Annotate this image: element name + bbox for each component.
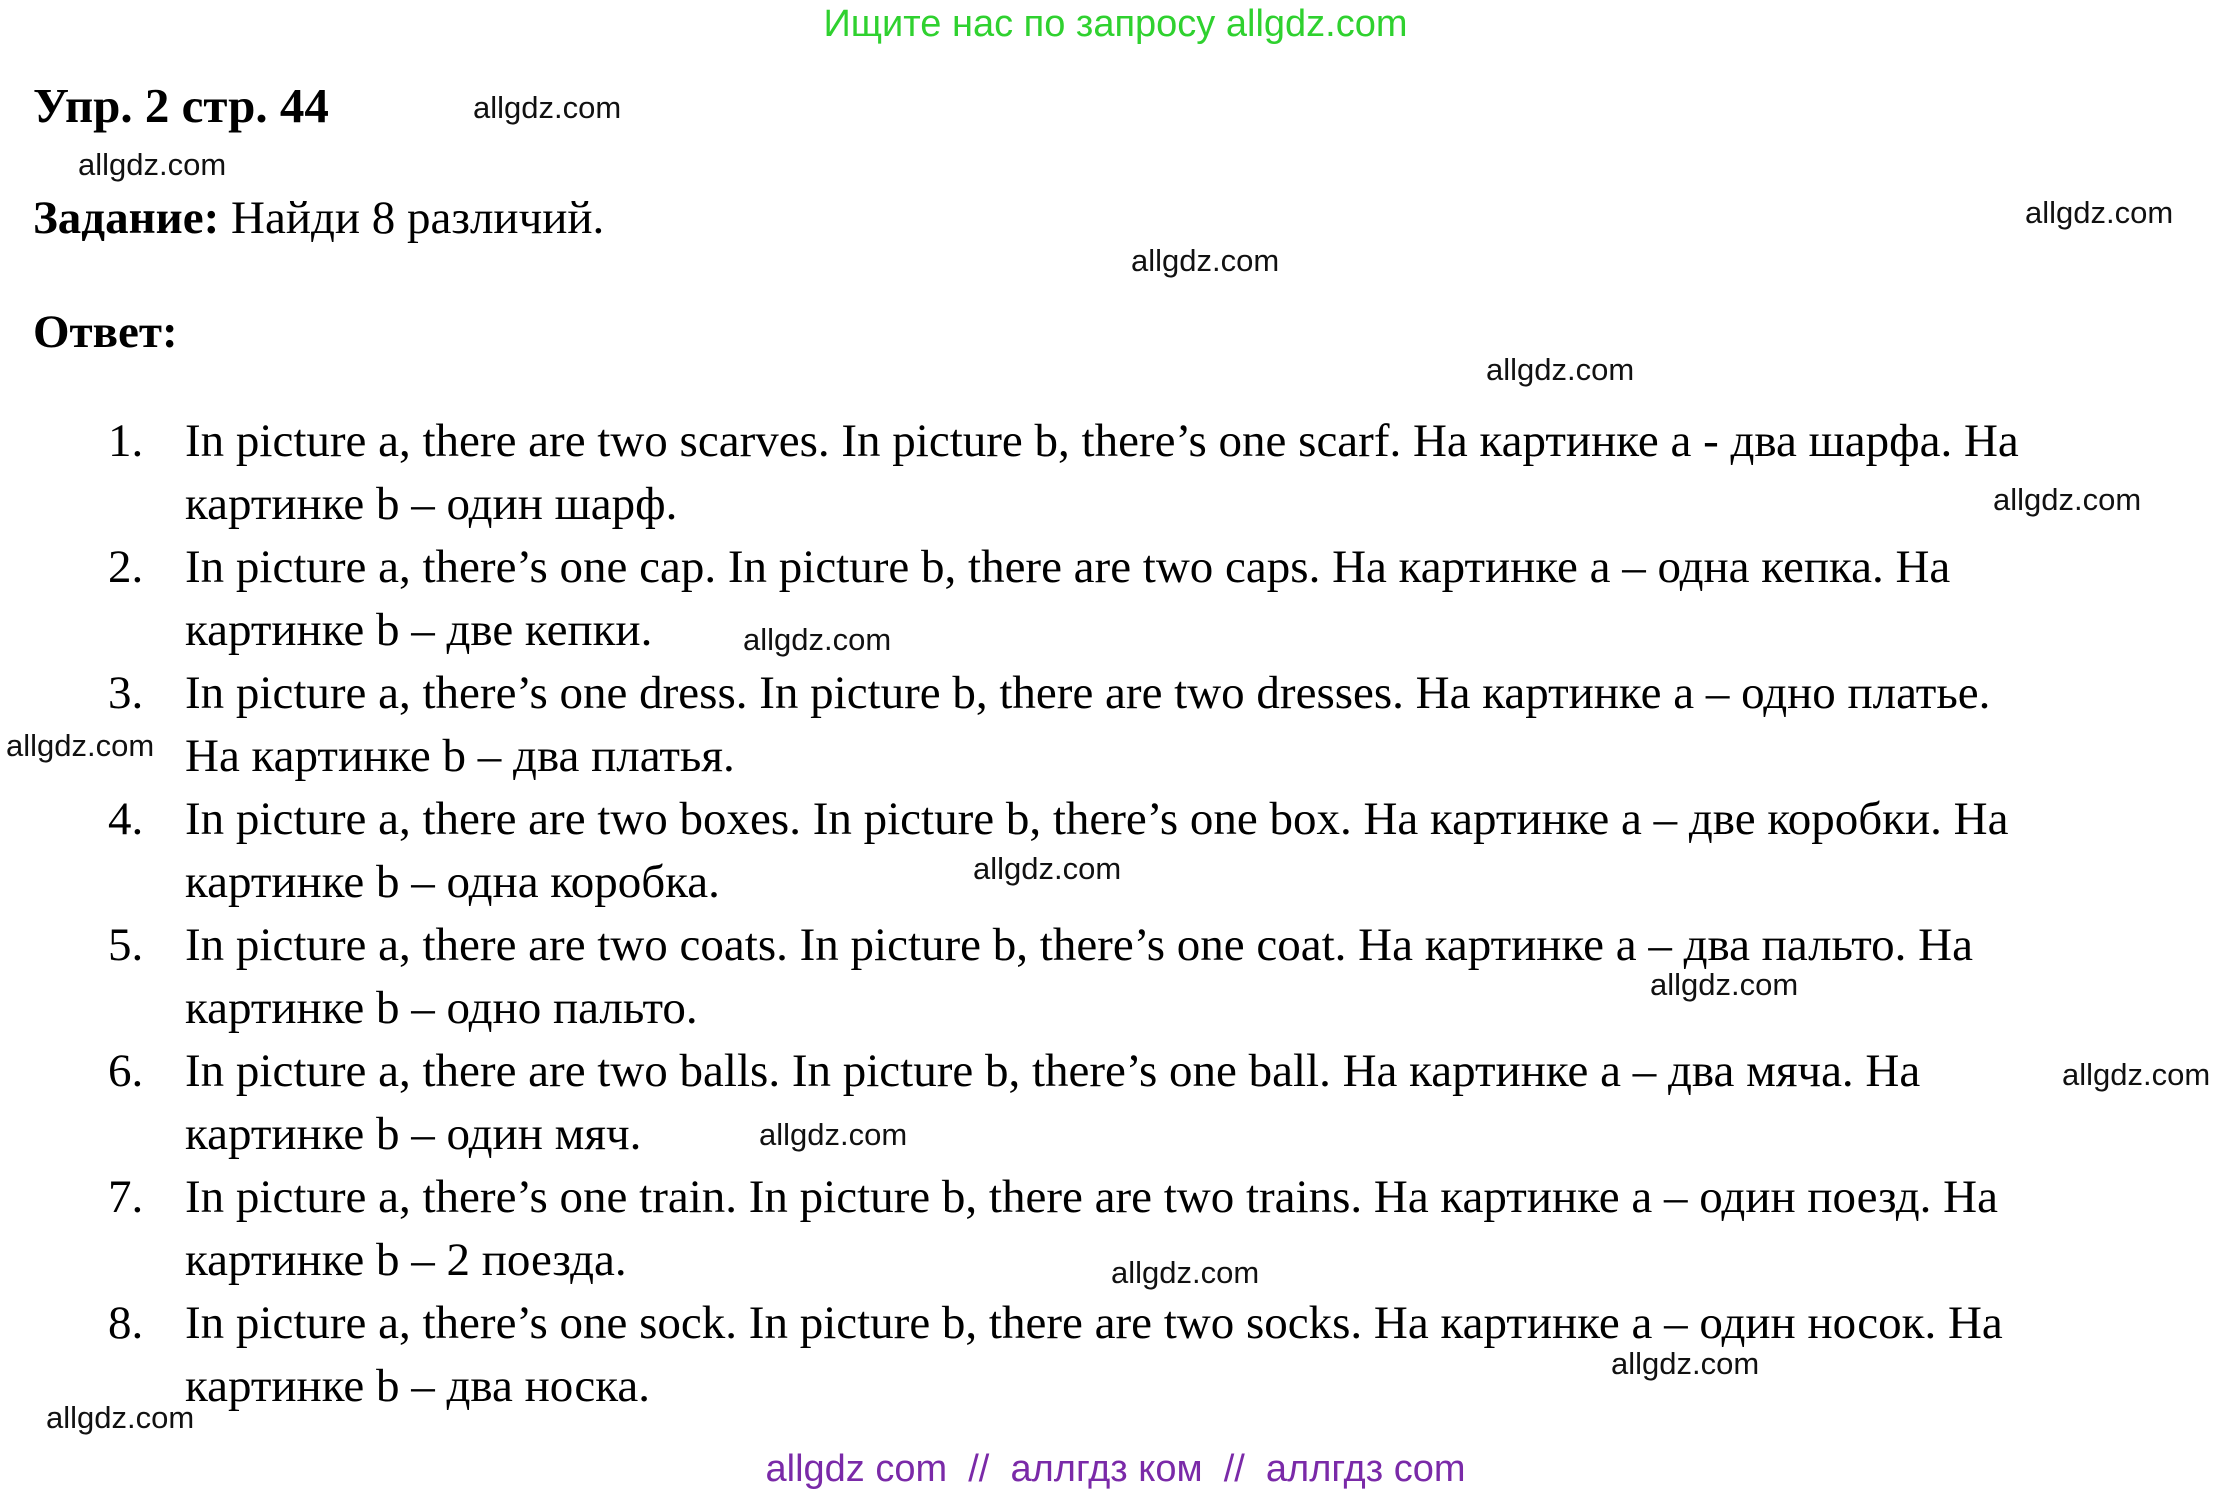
footer-links: allgdz com // аллгдз ком // аллгдз com <box>765 1448 1466 1490</box>
watermark: allgdz.com <box>78 147 227 182</box>
watermark: allgdz.com <box>2025 195 2174 230</box>
answer-number: 7. <box>108 1171 144 1223</box>
watermark: allgdz.com <box>1650 967 1799 1002</box>
answer-line-1: In picture a, there’s one cap. In picture b, there are two caps. На картинке а – одна кепка. На <box>185 541 1951 593</box>
answer-item <box>0 662 2231 788</box>
watermark: allgdz.com <box>1993 482 2142 517</box>
watermark: allgdz.com <box>6 728 155 763</box>
answer-item <box>0 1292 2231 1418</box>
answer-number: 8. <box>108 1297 144 1349</box>
answer-line-1: In picture a, there are two scarves. In picture b, there’s one scarf. На картинке а - два шарфа. На <box>185 415 2019 467</box>
answer-number: 2. <box>108 541 144 593</box>
search-banner: Ищите нас по запросу allgdz.com <box>823 3 1408 45</box>
watermark: allgdz.com <box>1611 1346 1760 1381</box>
watermark: allgdz.com <box>473 90 622 125</box>
answer-label: Ответ: <box>33 306 178 358</box>
answer-item <box>0 1040 2231 1166</box>
answer-number: 1. <box>108 415 144 467</box>
task-label: Задание: <box>33 192 220 244</box>
answer-line-2: картинке b – одно пальто. <box>185 982 698 1034</box>
answer-line-2: На картинке b – два платья. <box>185 730 735 782</box>
answer-line-1: In picture a, there are two coats. In picture b, there’s one coat. На картинке а – два пальто. На <box>185 919 1973 971</box>
answer-number: 3. <box>108 667 144 719</box>
answer-line-1: In picture a, there’s one dress. In picture b, there are two dresses. На картинке а – одно платье. <box>185 667 1991 719</box>
watermark: allgdz.com <box>1131 243 1280 278</box>
task-line <box>33 191 604 245</box>
answer-line-2: картинке b – две кепки. <box>185 604 653 656</box>
answer-line-1: In picture a, there are two boxes. In picture b, there’s one box. На картинке а – две коробки. На <box>185 793 2009 845</box>
answer-number: 5. <box>108 919 144 971</box>
answer-line-1: In picture a, there are two balls. In picture b, there’s one ball. На картинке а – два мяча. На <box>185 1045 1921 1097</box>
answer-number: 4. <box>108 793 144 845</box>
answer-line-2: картинке b – один шарф. <box>185 478 678 530</box>
watermark: allgdz.com <box>1111 1255 1260 1290</box>
answer-number: 6. <box>108 1045 144 1097</box>
answer-line-2: картинке b – 2 поезда. <box>185 1234 627 1286</box>
answer-item <box>0 536 2231 662</box>
watermark: allgdz.com <box>759 1117 908 1152</box>
answer-line-2: картинке b – два носка. <box>185 1360 650 1412</box>
answer-line-2: картинке b – одна коробка. <box>185 856 720 908</box>
watermark: allgdz.com <box>1486 352 1635 387</box>
answer-line-1: In picture a, there’s one train. In picture b, there are two trains. На картинке а – один поезд. На <box>185 1171 1998 1223</box>
answer-line-2: картинке b – один мяч. <box>185 1108 642 1160</box>
answer-line-1: In picture a, there’s one sock. In picture b, there are two socks. На картинке а – один носок. На <box>185 1297 2003 1349</box>
watermark: allgdz.com <box>743 622 892 657</box>
watermark: allgdz.com <box>46 1400 195 1435</box>
exercise-title: Упр. 2 стр. 44 <box>33 78 329 133</box>
answer-item <box>0 410 2231 536</box>
watermark: allgdz.com <box>973 851 1122 886</box>
answer-item <box>0 914 2231 1040</box>
task-text: Найди 8 различий. <box>219 192 605 244</box>
watermark: allgdz.com <box>2062 1057 2211 1092</box>
